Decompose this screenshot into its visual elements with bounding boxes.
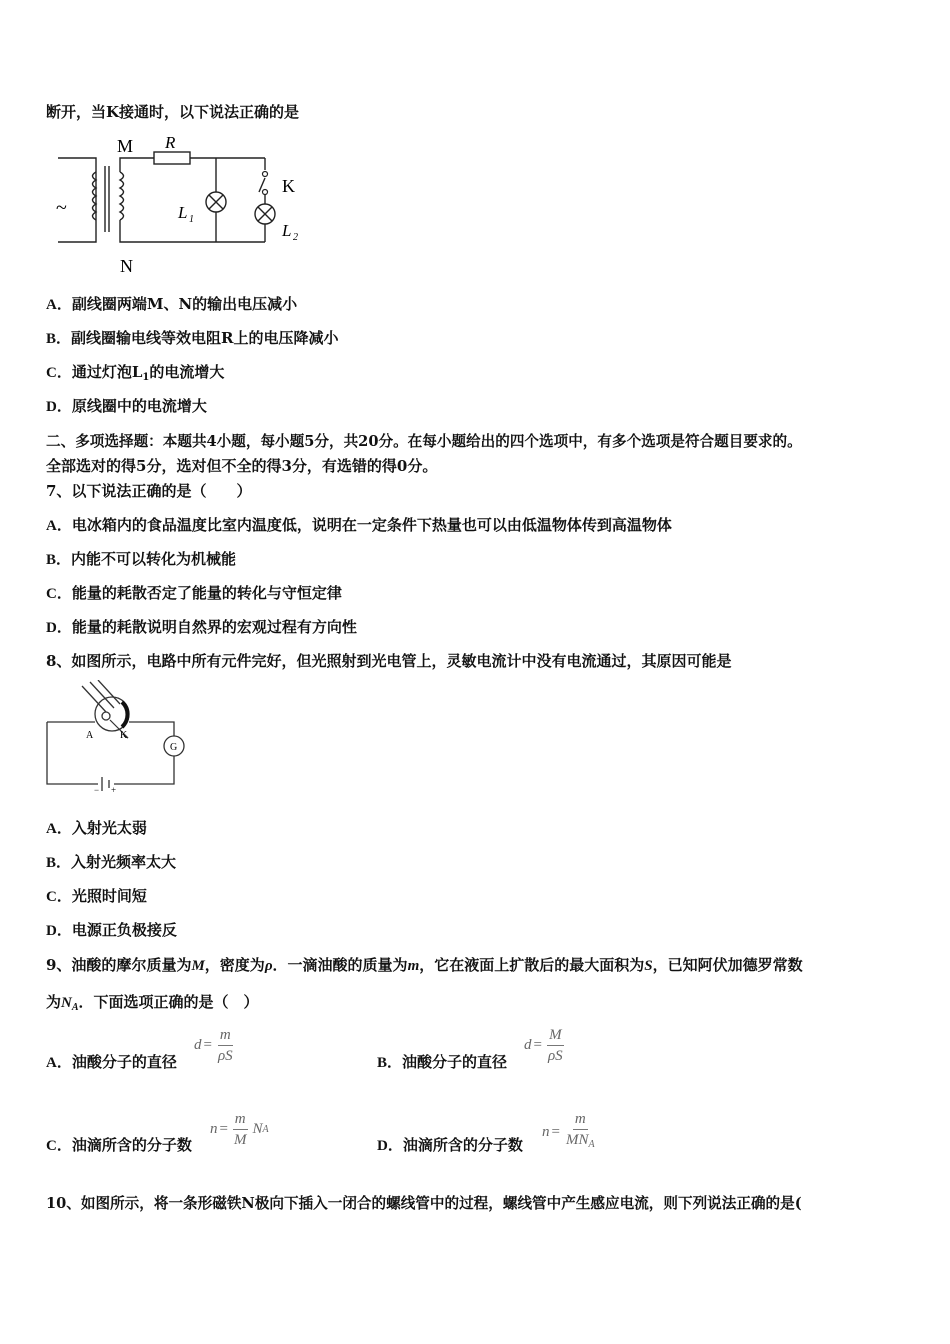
q6-option-c[interactable]: C．通过灯泡$L_1$的电流增大 — [46, 363, 225, 383]
q8-option-a[interactable]: A．入射光太弱 — [46, 819, 147, 837]
label-l1-sub: 1 — [189, 214, 194, 225]
photocathode — [122, 702, 127, 727]
q9-formula-a: d = $\frac{m}{\rho S}$ — [194, 1027, 233, 1064]
q9-option-a[interactable]: A．油酸分子的直径 — [46, 1053, 177, 1071]
label-k: K — [282, 176, 295, 196]
label-l2-sub: 2 — [293, 232, 298, 243]
switch-pivot — [263, 190, 268, 195]
section-heading-line2: 全部选对的得5分，选对但不全的得3分，有选错的得0分。 — [46, 457, 438, 475]
q8-stem: 8、如图所示，电路中所有元件完好，但光照射到光电管上，灵敏电流计中没有电流通过，其原因可能是 — [46, 652, 732, 670]
q9-formula-b: d = $\frac{M}{\rho S}$ — [524, 1027, 563, 1064]
label-cathode-k: K — [120, 730, 128, 741]
q8-option-c[interactable]: C．光照时间短 — [46, 887, 147, 905]
label-m: M — [117, 136, 134, 156]
q8-option-b[interactable]: B．入射光频率太大 — [46, 853, 177, 871]
q7-stem: 7、以下说法正确的是（ ） — [46, 482, 252, 500]
question-continuation: 断开，当K接通时，以下说法正确的是 — [46, 103, 300, 121]
q10-stem: 10、如图所示，将一条形磁铁N极向下插入一闭合的螺线管中的过程，螺线管中产生感应电流，则下列说法正确的是( — [46, 1195, 802, 1212]
battery-plus: + — [111, 785, 117, 795]
q9-stem-line2: 为$N_A$．下面选项正确的是（ ） — [46, 993, 259, 1013]
q7-option-a[interactable]: A．电冰箱内的食品温度比室内温度低，说明在一定条件下热量也可以由低温物体传到高温物体 — [46, 516, 672, 534]
label-anode-a: A — [86, 730, 94, 741]
section-heading-line1: 二、多项选择题：本题共4小题，每小题5分，共20分。在每小题给出的四个选项中，有多个选项是符合题目要求的。 — [46, 433, 802, 450]
battery-minus: − — [94, 785, 100, 795]
q7-option-b[interactable]: B．内能不可以转化为机械能 — [46, 550, 237, 568]
phototube-circuit-figure — [44, 680, 194, 798]
q6-option-d[interactable]: D．原线圈中的电流增大 — [46, 397, 207, 415]
q8-option-d[interactable]: D．电源正负极接反 — [46, 921, 177, 939]
label-l1: L — [178, 203, 188, 222]
transformer-circuit-figure — [50, 134, 320, 276]
q7-option-d[interactable]: D．能量的耗散说明自然界的宏观过程有方向性 — [46, 618, 357, 636]
label-r: R — [165, 134, 176, 152]
q9-formula-d: n = $\frac{m}{MN_A}$ — [542, 1111, 595, 1150]
q9-option-d[interactable]: D．油滴所含的分子数 — [377, 1136, 523, 1154]
q9-option-b[interactable]: B．油酸分子的直径 — [377, 1053, 508, 1071]
q9-stem-line1: 9、油酸的摩尔质量为M，密度为ρ．一滴油酸的质量为m，它在液面上扩散后的最大面积为S，已知阿伏加德罗常数 — [46, 956, 803, 974]
switch-contact — [263, 172, 268, 177]
label-l2: L — [282, 221, 292, 240]
galvanometer-label: G — [170, 742, 178, 753]
q9-option-c[interactable]: C．油滴所含的分子数 — [46, 1136, 192, 1154]
ac-source-symbol: ~ — [56, 197, 67, 219]
q9-formula-c: n = $\frac{m}{M}$ N A — [210, 1111, 269, 1148]
q6-option-a[interactable]: A．副线圈两端M、N的输出电压减小 — [46, 295, 298, 313]
q6-option-b[interactable]: B．副线圈输电线等效电阻R上的电压降减小 — [46, 329, 339, 347]
label-n: N — [120, 256, 133, 276]
q7-option-c[interactable]: C．能量的耗散否定了能量的转化与守恒定律 — [46, 584, 342, 602]
